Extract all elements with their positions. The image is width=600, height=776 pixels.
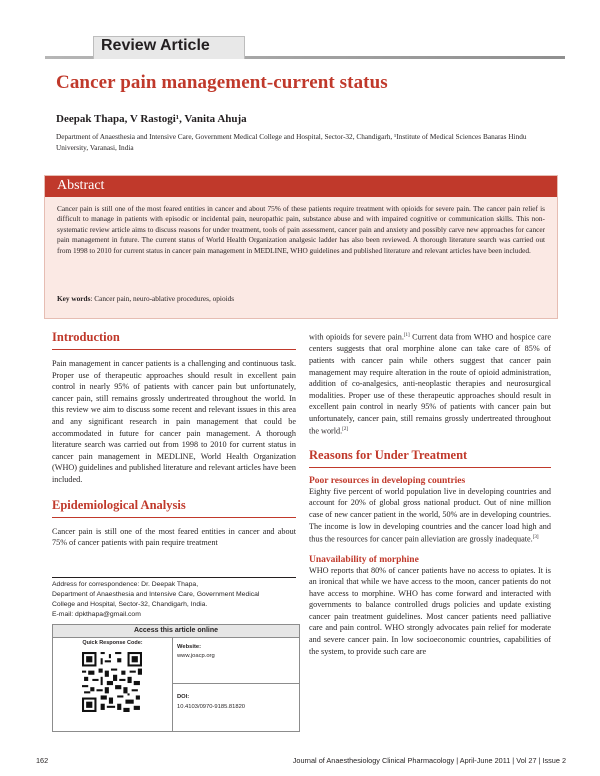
website-link[interactable]: www.joacp.org [177,653,215,659]
left-column [52,330,296,549]
continued-text-2: Current data from WHO and hospice care centers suggests that oral morphine alone can take care of 85% of patients with cancer pain while others suggest that cancer pain management may require alteration in the route of opioid administration, addition of co-analgesics, anti-neoplastic therapies and neurosurgical modalities. Proper use of these therapeutic approaches should result in excellent pain control in nearly 95% of patients with cancer pain but unfortunately, cancer pain, still remains grossly undertreated throughout the world. [309,332,551,437]
epi-heading: Epidemiological Analysis [52,497,186,512]
doi-link[interactable]: 10.4103/0970-9185.81820 [177,704,246,710]
citation: [2] [342,427,349,433]
intro-heading: Introduction [52,330,120,344]
doi-label: DOI: [177,694,190,700]
epi-rule [52,517,296,518]
intro-paragraph: Pain management in cancer patients is a challenging and continuous task. Proper use of therapeutic approaches should result in excellent pain control in nearly 95% of patients with cancer pain but unfortunately, cancer pain, still remains grossly undertreated throughout the world. In this review we aim to discuss some recent and relevant issues in this area and any significant research in pain management that could be accommodated in future for cancer pain management. A thorough literature search was carried out from 1998 to 2010 for current status in cancer pain management in MEDLINE, World Health Organization (WHO) guidelines and published literature and relevant articles have been included. [52,359,296,484]
section-label: Review Article [101,37,210,54]
intro-rule [52,349,296,350]
keywords-text: : Cancer pain, neuro-ablative procedures, opioids [90,294,235,303]
correspondence-line: Address for correspondence: Dr. Deepak Thapa, [52,581,199,588]
subsection-heading-resources: Poor resources in developing countries [309,475,466,486]
correspondence-email[interactable]: E-mail: dpkthapa@gmail.com [52,611,141,618]
access-heading: Access this article online [53,625,299,638]
resources-text: Eighty five percent of world population live in developing countries and account for 20% of global gross national product. Out of nine million case of new cancer patient in the world, 50% are in developing countries. The income is low in developing countries and the cancer load high and thus the resources for cancer pain alleviation are grossly inadequate. [309,486,551,544]
qr-cell [53,638,173,731]
keywords-label: Key words [57,294,91,303]
article-title: Cancer pain management-current status [56,72,388,93]
qr-label: Quick Response Code: [82,640,143,646]
citation: [1] [403,333,410,338]
abstract-box [44,175,558,319]
page-number: 162 [36,756,49,765]
continued-paragraph [309,330,551,438]
author-list: Deepak Thapa, V Rastogi¹, Vanita Ahuja [56,113,247,125]
journal-citation: Journal of Anaesthesiology Clinical Pharmacology | April-June 2011 | Vol 27 | Issue 2 [292,756,566,765]
right-column [309,330,551,657]
correspondence-line: College and Hospital, Sector-32, Chandigarh, India. [52,601,208,608]
website-row [173,638,299,684]
abstract-heading: Abstract [57,178,105,193]
access-box [52,624,300,732]
doi-row [173,684,299,731]
keywords [57,294,234,303]
reasons-rule [309,467,551,468]
epi-paragraph: Cancer pain is still one of the most feared entities in cancer and about 75% of cancer patients with pain require treatment [52,526,296,548]
correspondence-line: Department of Anaesthesia and Intensive Care, Government Medical [52,591,260,598]
morphine-paragraph: WHO reports that 80% of cancer patients have no access to opiates. It is an ironical that while we have access to the moon, cancer patients do not have access to morphine. WHO has come forward and interacted with governments to balance controlled drugs policies and update existing cancer pain treatment guidelines. Most cancer patients need palliative care and pain control. WHO strongly advocates pain relief for moderate and severe cancer pain. In low socioeconomic countries, capabilities of the system, to provide such care are [309,565,551,656]
affiliation: Department of Anaesthesia and Intensive Care, Government Medical College and Hospital, Sector-32, Chandigarh, ¹Institute of Medical Sciences Banaras Hindu University, Varanasi, India [56,132,527,152]
reasons-heading: Reasons for Under Treatment [309,447,468,462]
resources-paragraph [309,486,551,546]
subsection-heading-morphine: Unavailability of morphine [309,554,419,565]
abstract-header [45,176,557,197]
continued-text: with opioids for severe pain. [309,332,404,342]
correspondence-block [52,577,296,620]
section-banner [45,36,565,58]
website-label: Website: [177,644,202,650]
abstract-text: Cancer pain is still one of the most feared entities in cancer and about 75% of these patients require treatment with opioids for severe pain. The cancer pain relief is difficult to manage in patients with episodic or incidental pain, neuropathic pain, substance abuse and with impaired cognitive or communication skills. This non-systematic review article aims to discuss reasons for under treatment, tools of pain assessment, cancer pain and anxiety and possibly carve new approaches for cancer pain management in future. The current status of World Health Organization analgesic ladder has also been reviewed. A thorough literature search was carried out from 1998 to 2010 for current status in cancer pain management in MEDLINE, WHO guidelines and published literature and relevant articles have been included. [57,204,545,255]
citation: [3] [532,535,539,541]
qr-code-icon[interactable] [82,652,142,712]
info-cell [173,638,299,731]
